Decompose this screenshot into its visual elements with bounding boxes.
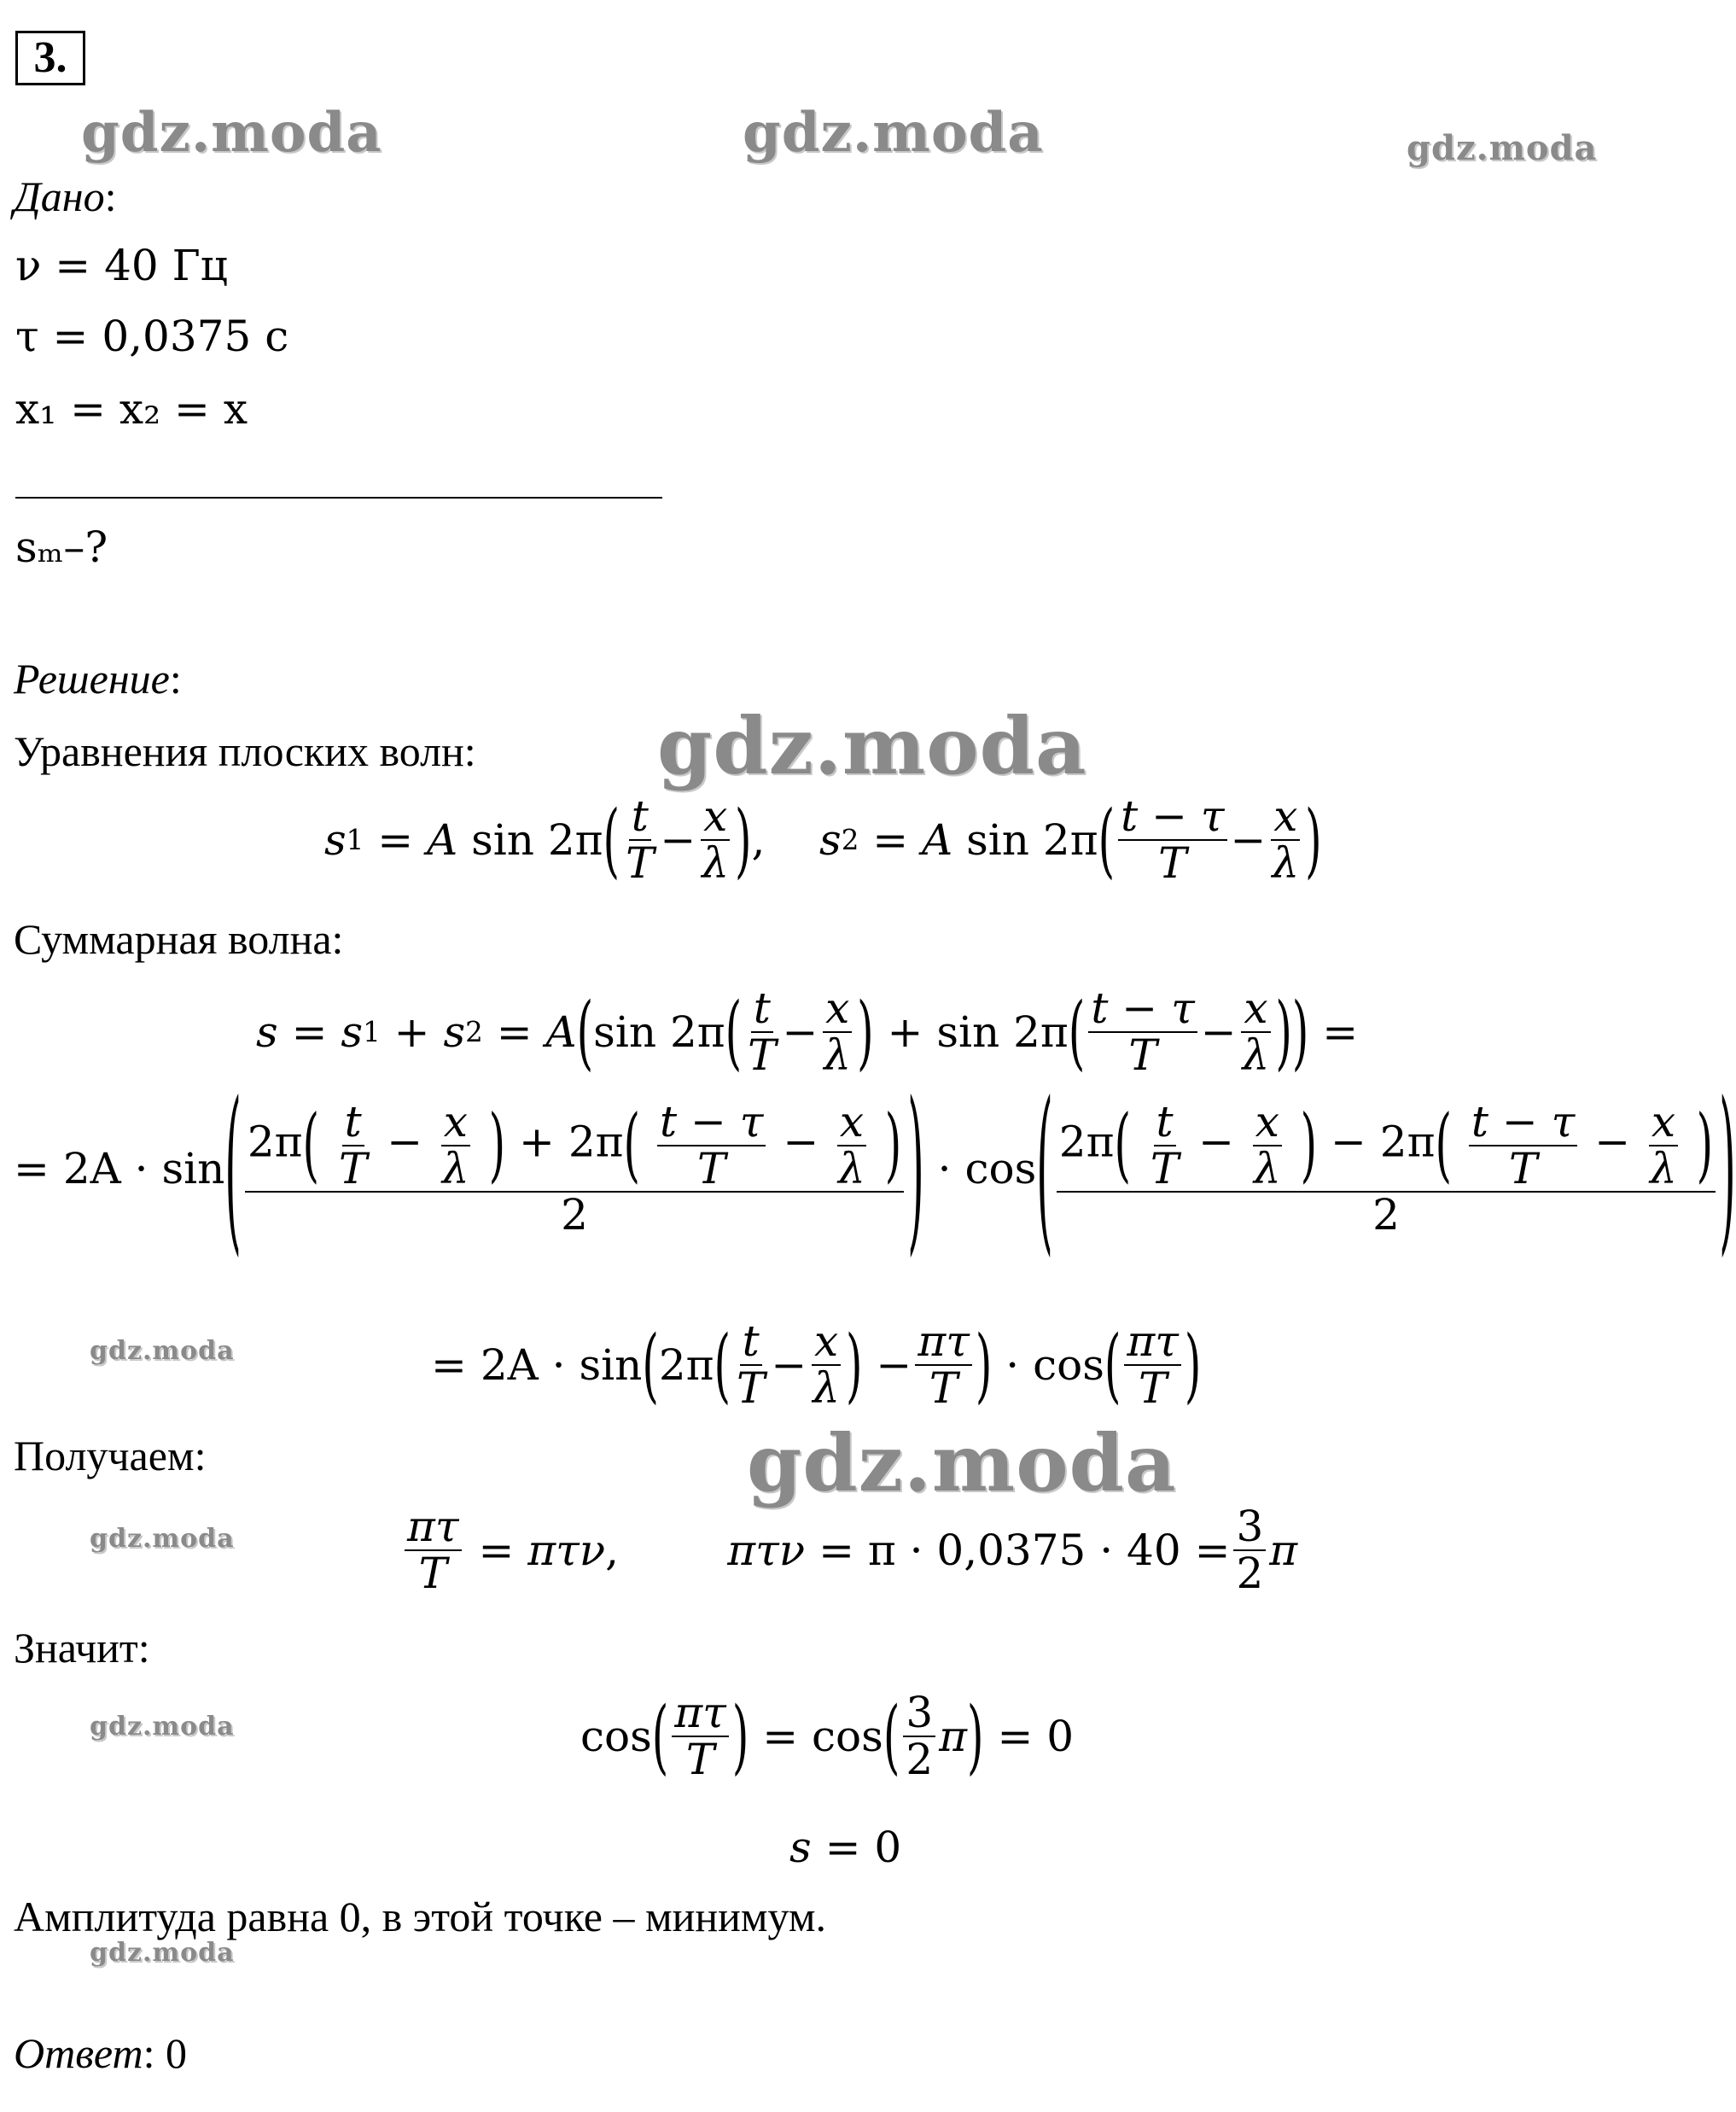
watermark: gdz.moda [1407,128,1598,168]
given-frequency: ν = 40 Гц [15,241,228,290]
answer-value: 0 [154,2029,187,2077]
answer-label: Ответ [14,2029,143,2077]
plane-wave-equations: s 1 = A sin 2π ( t T − $\frac{x}{\lambda}$ ) , s 2 = A sin 2π ( t − τ T − $\frac{x}{\lambda}$ ) [324,791,1322,888]
answer-line [14,2029,187,2077]
cosine-result: cos ( πτ T ) = cos ( 3 2 π ) = 0 [580,1688,1075,1784]
answer-colon: : [143,2029,155,2077]
sum-wave-text: Суммарная волна: [14,915,344,963]
sum-wave-equation: s = s 1 + s 2 = A ( sin 2π ( t T − $\frac{x}{\lambda}$ ) + sin 2π ( t − τ T − $\frac{x}{\lambda}$ ) ) = [256,983,1359,1080]
solution-heading [14,655,182,703]
watermark: gdz.moda [747,1417,1177,1509]
solution-colon: : [169,655,182,703]
given-divider [15,497,662,499]
given-coordinates: x₁ = x₂ = x [15,384,248,434]
watermark: gdz.moda [90,1336,235,1366]
given-heading [14,172,117,220]
watermark: gdz.moda [743,101,1044,165]
given-label: Дано [14,172,105,220]
s-zero: s = 0 [789,1823,902,1872]
therefore-text: Значит: [14,1624,150,1672]
product-form-equation: = 2A · sin ( 2π( $\frac{t}{T}$ − $\frac{x}{\lambda}$ ) + 2π( $\frac{t - \tau}{T}$ − $\frac{x}{\lambda}$ ) 2 ) · cos ( 2π( $\frac{t}{T}$ − $\frac{x}{\lambda}$ ) − 2π( $\frac{t - \tau}{T}$ − $\frac{x}{\lambda}$ ) 2 ) [14,1064,1736,1273]
amplitude-text: Амплитуда равна 0, в этой точке – минимум. [14,1893,826,1940]
watermark: gdz.moda [90,1712,235,1742]
phase-calculation: $\frac{\pi\tau}{T}$ = πτν , πτν = π · 0,0375 · 40 = $\frac{3}{2}$ π [401,1504,1297,1596]
solution-label: Решение [14,655,170,703]
given-colon: : [104,172,117,220]
watermark: gdz.moda [90,1524,235,1554]
plane-waves-text: Уравнения плоских волн: [14,727,476,775]
watermark: gdz.moda [81,101,382,165]
watermark: gdz.moda [90,1938,235,1968]
find-value: sₘ–? [15,522,108,572]
simplified-equation: = 2A · sin ( 2π ( t T − $\frac{x}{\lambda}$ ) − $\frac{\pi\tau}{T}$ ) · cos ( πτ T ) [431,1316,1202,1413]
given-delay: τ = 0,0375 с [15,312,289,361]
problem-number: 3. [15,31,85,85]
watermark: gdz.moda [657,700,1087,792]
get-text: Получаем: [14,1432,207,1479]
